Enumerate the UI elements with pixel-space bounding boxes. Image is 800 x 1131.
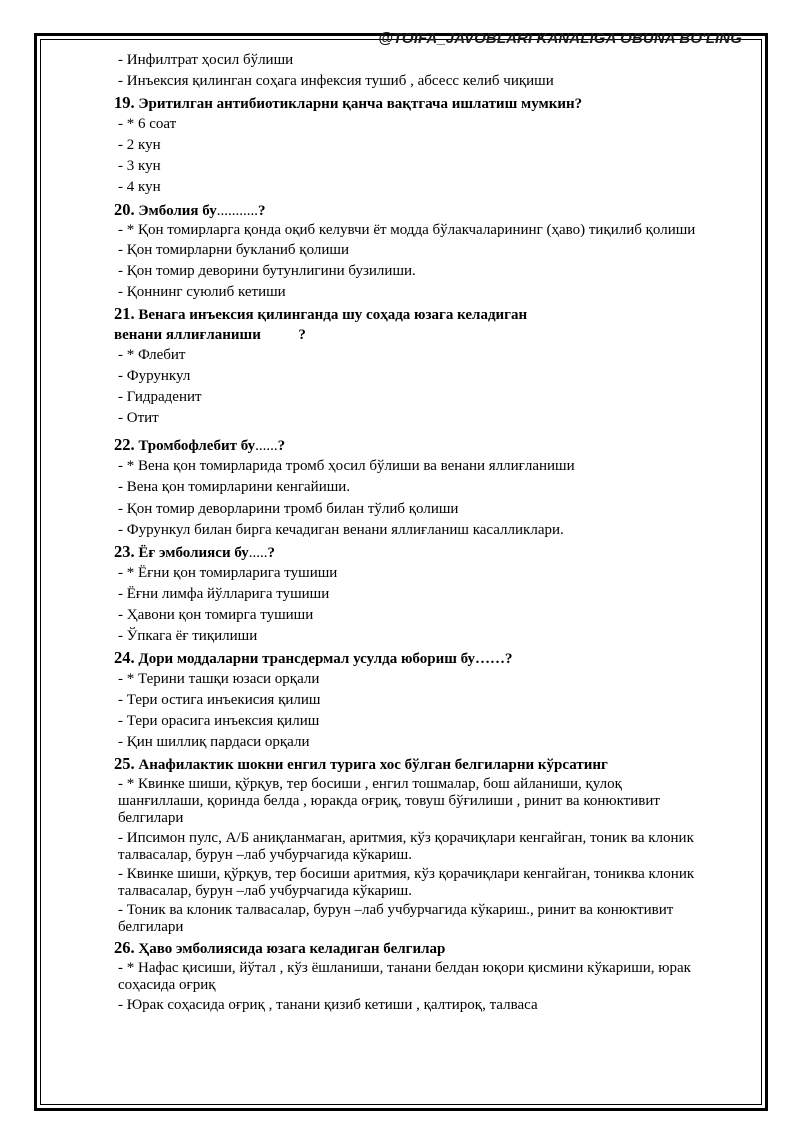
question-number: 22. — [114, 435, 135, 455]
answer-option: - Вена қон томирларини кенгайиши. — [118, 479, 351, 496]
question-text: Тромбофлебит бу — [134, 438, 256, 455]
answer-option: - Фурункул билан бирга кечадиган венани яллиғланиш касалликлари. — [118, 521, 564, 538]
answer-option: - Қин шиллиқ пардаси орқали — [118, 734, 310, 751]
answer-option: - Инфилтрат ҳосил бўлиши — [118, 52, 294, 68]
question-text: Анафилактик шокни енгил турига хос бўлган белгиларни кўрсатинг — [134, 757, 608, 774]
question-22 — [114, 435, 698, 456]
question-20 — [114, 200, 698, 221]
question-number: 26. — [114, 937, 135, 957]
answer-option: - Ёғни лимфа йўлларига тушиши — [118, 585, 330, 602]
answer-option: - Ҳавони қон томирга тушиши — [118, 606, 314, 623]
answer-option: - 2 кун — [118, 137, 161, 154]
question-text: Эритилган антибиотикларни қанча вақтгача ишлатиш мумкин? — [134, 96, 583, 113]
answer-option-correct: - * Нафас қисиши, йўтал , кўз ёшланиши, танани белдан юқори қисмини кўкариши, юрак соҳасида оғриқ — [118, 959, 691, 993]
answer-option: - Ипсимон пулс, А/Б аниқланмаган, аритмия, кўз қорачиқлари кенгайган, тоник ва клоник талвасалар, бурун –лаб учбурчагида кўкариш. — [118, 829, 694, 863]
question-25 — [114, 754, 698, 775]
answer-option-correct: - * Квинке шиши, қўрқув, тер босиши , енгил тошмалар, бош айланиши, қулоқ шанғиллаши, қоринда белда , юракда оғриқ, товуш бўғилиши , ринит ва конюктивит белгилари — [118, 776, 660, 827]
answer-option-correct: - * 6 соат — [118, 116, 177, 133]
answer-option: - Отит — [118, 410, 159, 427]
answer-option: - Ўпкага ёғ тиқилиши — [118, 627, 258, 644]
question-text: Ёғ эмболияси бу — [134, 544, 249, 561]
question-dots: ...... — [255, 438, 278, 455]
answer-option-correct: - * Флебит — [118, 346, 186, 363]
answer-option: - Тери орасига инъексия қилиш — [118, 713, 320, 730]
answer-option: - Фурункул — [118, 368, 191, 385]
question-number: 23. — [114, 541, 135, 561]
answer-option: - Қон томир деворларини тромб билан тўлиб қолиши — [118, 500, 459, 517]
question-dots: ........... — [216, 202, 258, 219]
test-content — [114, 51, 698, 1017]
answer-option: - Қоннинг суюлиб кетиши — [118, 283, 286, 300]
answer-option: - Тери остига инъекисия қилиш — [118, 692, 321, 709]
question-19 — [114, 93, 698, 114]
question-23 — [114, 542, 698, 563]
question-text: Ҳаво эмболиясида юзага келадиган белгилар — [134, 940, 446, 957]
question-mark: ? — [257, 202, 266, 219]
question-number: 19. — [114, 93, 135, 113]
answer-option: - Инъексия қилинган соҳага инфексия тушиб , абсесс келиб чиқиши — [118, 73, 554, 90]
question-number: 21. — [114, 303, 135, 323]
question-21 — [114, 304, 698, 345]
answer-option: - Юрак соҳасида оғриқ , танани қизиб кетиши , қалтироқ, талваса — [118, 996, 538, 1013]
answer-option: - 3 кун — [118, 158, 161, 175]
question-24 — [114, 648, 698, 669]
answer-option: - Гидраденит — [118, 389, 202, 406]
answer-option-correct: - * Ёғни қон томирларига тушиши — [118, 564, 338, 581]
question-number: 20. — [114, 199, 135, 219]
question-text: Дори моддаларни трансдермал усулда юбориш бу……? — [134, 651, 513, 668]
question-dots: ..... — [248, 544, 268, 561]
question-text: Эмболия бу — [134, 202, 217, 219]
question-text-cont: венани яллиғланиши ? — [114, 326, 306, 343]
answer-option: - Қон томирларни букланиб қолиши — [118, 241, 349, 258]
answer-option-correct: - * Қон томирларга қонда оқиб келувчи ёт модда бўлакчаларининг (ҳаво) тиқилиб қолиши — [118, 221, 696, 238]
question-text: Венага инъексия қилинганда шу соҳада юзага келадиган — [134, 306, 528, 323]
answer-option-correct: - * Вена қон томирларида тромб ҳосил бўлиши ва венани яллиғланиши — [118, 458, 575, 475]
answer-option: - 4 кун — [118, 179, 161, 196]
question-26 — [114, 938, 698, 959]
question-mark: ? — [277, 438, 286, 455]
answer-option: - Қон томир деворини бутунлигини бузилиши. — [118, 262, 416, 279]
answer-option: - Квинке шиши, қўрқув, тер босиши аритмия, кўз қорачиқлари кенгайган, тониква клоник талвасалар, бурун –лаб учбурчагида кўкариш. — [118, 865, 695, 899]
question-number: 24. — [114, 648, 135, 668]
answer-option-correct: - * Терини ташқи юзаси орқали — [118, 671, 320, 688]
channel-watermark: @TOIFA_JAVOBLARI KANALIGA OBUNA BO'LING — [378, 30, 742, 47]
answer-option: - Тоник ва клоник талвасалар, бурун –лаб учбурчагида кўкариш., ринит ва конюктивит белгилари — [118, 901, 674, 935]
question-mark: ? — [267, 544, 276, 561]
question-number: 25. — [114, 754, 135, 774]
